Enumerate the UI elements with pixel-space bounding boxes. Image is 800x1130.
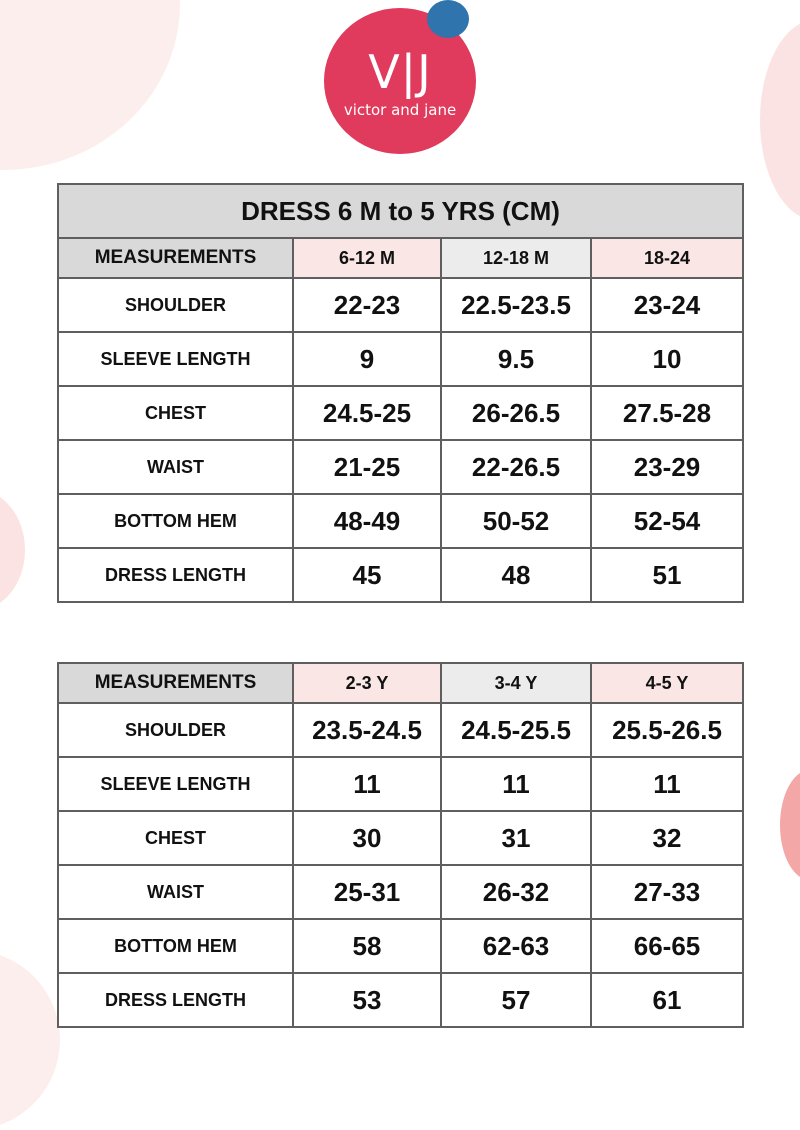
measurement-value: 57 — [441, 973, 591, 1027]
size-header: 12-18 M — [441, 238, 591, 278]
decor-blob — [0, 490, 25, 610]
measurement-value: 31 — [441, 811, 591, 865]
measurement-label: CHEST — [58, 386, 293, 440]
measurement-label: DRESS LENGTH — [58, 973, 293, 1027]
measurement-value: 24.5-25.5 — [441, 703, 591, 757]
table-row — [58, 973, 743, 1027]
size-header: 18-24 — [591, 238, 743, 278]
measurement-value: 26-32 — [441, 865, 591, 919]
measurement-value: 23.5-24.5 — [293, 703, 441, 757]
measurements-header: MEASUREMENTS — [58, 238, 293, 278]
table-row — [58, 332, 743, 386]
decor-blob — [0, 0, 180, 170]
table-title: DRESS 6 M to 5 YRS (CM) — [58, 184, 743, 238]
size-header: 4-5 Y — [591, 663, 743, 703]
measurement-value: 25.5-26.5 — [591, 703, 743, 757]
brand-name: victor and jane — [343, 101, 457, 119]
measurement-value: 22-23 — [293, 278, 441, 332]
measurement-label: SLEEVE LENGTH — [58, 332, 293, 386]
table-row — [58, 865, 743, 919]
size-header: 6-12 M — [293, 238, 441, 278]
measurement-value: 48-49 — [293, 494, 441, 548]
table-row — [58, 757, 743, 811]
measurement-label: SHOULDER — [58, 278, 293, 332]
measurement-value: 58 — [293, 919, 441, 973]
measurement-value: 51 — [591, 548, 743, 602]
measurement-value: 23-24 — [591, 278, 743, 332]
table-row — [58, 811, 743, 865]
measurement-value: 53 — [293, 973, 441, 1027]
measurement-value: 10 — [591, 332, 743, 386]
table-row — [58, 494, 743, 548]
measurement-value: 9.5 — [441, 332, 591, 386]
measurement-value: 11 — [293, 757, 441, 811]
size-chart-table-1 — [57, 183, 744, 603]
measurement-value: 24.5-25 — [293, 386, 441, 440]
measurement-value: 26-26.5 — [441, 386, 591, 440]
measurement-label: BOTTOM HEM — [58, 919, 293, 973]
header-row — [58, 663, 743, 703]
measurement-value: 27-33 — [591, 865, 743, 919]
measurement-value: 11 — [591, 757, 743, 811]
decor-blob — [0, 950, 60, 1130]
measurement-value: 11 — [441, 757, 591, 811]
table-row — [58, 278, 743, 332]
table-row — [58, 440, 743, 494]
logo-mark: V|J — [368, 45, 432, 99]
decor-blob — [780, 770, 800, 880]
measurement-value: 50-52 — [441, 494, 591, 548]
table-row — [58, 386, 743, 440]
measurement-value: 45 — [293, 548, 441, 602]
measurement-value: 27.5-28 — [591, 386, 743, 440]
measurement-label: DRESS LENGTH — [58, 548, 293, 602]
logo-dot — [427, 0, 469, 38]
measurement-value: 25-31 — [293, 865, 441, 919]
measurement-value: 52-54 — [591, 494, 743, 548]
measurement-value: 61 — [591, 973, 743, 1027]
measurements-header: MEASUREMENTS — [58, 663, 293, 703]
size-chart-table-2 — [57, 662, 744, 1028]
size-header: 2-3 Y — [293, 663, 441, 703]
measurement-label: SHOULDER — [58, 703, 293, 757]
measurement-value: 32 — [591, 811, 743, 865]
measurement-value: 9 — [293, 332, 441, 386]
measurement-label: BOTTOM HEM — [58, 494, 293, 548]
measurement-value: 22-26.5 — [441, 440, 591, 494]
measurement-value: 66-65 — [591, 919, 743, 973]
measurement-value: 23-29 — [591, 440, 743, 494]
measurement-value: 21-25 — [293, 440, 441, 494]
measurement-label: CHEST — [58, 811, 293, 865]
measurement-value: 22.5-23.5 — [441, 278, 591, 332]
table-row — [58, 919, 743, 973]
header-row — [58, 238, 743, 278]
measurement-value: 30 — [293, 811, 441, 865]
measurement-label: WAIST — [58, 440, 293, 494]
table-row — [58, 548, 743, 602]
table-row — [58, 703, 743, 757]
measurement-label: WAIST — [58, 865, 293, 919]
decor-blob — [760, 20, 800, 220]
size-header: 3-4 Y — [441, 663, 591, 703]
measurement-value: 62-63 — [441, 919, 591, 973]
measurement-label: SLEEVE LENGTH — [58, 757, 293, 811]
measurement-value: 48 — [441, 548, 591, 602]
